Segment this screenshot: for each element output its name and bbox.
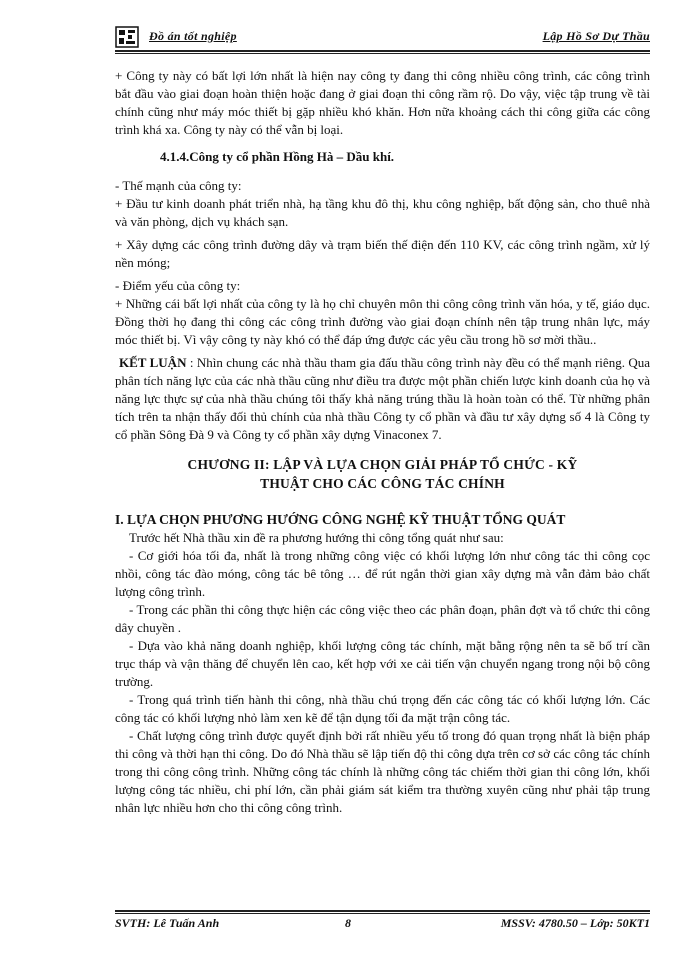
page-body [115,67,650,817]
conclusion-label: KẾT LUẬN [119,355,187,370]
bullet-mechanization: - Cơ giới hóa tối đa, nhất là trong những công việc có khối lượng lớn như công tác thi công cọc nhồi, công tác đào móng, công tác bê tông … để rút ngắn thời gian xây dựng mà vẫn đảm bảo chất lượng công trình. [115,548,650,599]
header-thesis-title: Đồ án tốt nghiệp [149,29,237,43]
footer-author: SVTH: Lê Tuấn Anh [115,916,220,930]
weakness-label: - Điểm yếu của công ty: [115,278,241,293]
chapter-title-line-1: CHƯƠNG II: LẬP VÀ LỰA CHỌN GIẢI PHÁP TỔ CHỨC - KỸ [187,457,578,472]
section-heading: I. LỰA CHỌN PHƯƠNG HƯỚNG CÔNG NGHỆ KỸ THUẬT TỔNG QUÁT [115,512,566,527]
strength-item-2: + Xây dựng các công trình đường dây và trạm biến thế điện đến 110 KV, các công trình ngầm, xử lý nền móng; [115,237,650,270]
chapter-title-line-2: THUẬT CHO CÁC CÔNG TÁC CHÍNH [260,476,505,491]
page-header [115,24,650,50]
header-rule-thin [115,53,650,54]
conclusion-text: : Nhìn chung các nhà thầu tham gia đấu thầu công trình này đều có thể mạnh riêng. Qua phân tích năng lực của các nhà thầu cũng như điều tra được một phần chiến lược kinh doanh của họ và năng lực thực sự của nhà thầu chúng tôi thấy khả năng trúng thầu là hoàn toàn có thể. Từ những phân tích trên ta nhận thấy đối thủ chính của nhà thầu Công ty cổ phần và đầu tư xây dựng số 4 là Công ty cổ phần Sông Đà 9 và Công ty cổ phần xây dựng Vinaconex 7. [115,355,650,442]
section-intro: Trước hết Nhà thầu xin đề ra phương hướng thi công tổng quát như sau: [129,530,504,545]
page-footer [115,916,650,936]
bullet-quality: - Chất lượng công trình được quyết định bởi rất nhiều yếu tố trong đó quan trọng nhất là biện pháp thi công và thời hạn thi công. Do đó Nhà thầu sẽ lập tiến độ thi công dựa trên cơ sở các công tác chính trong thi công công trình. Những công tác chính là những công tác chiếm thời gian thi công lớn, khối lượng công tác nhiều, chi phí lớn, cần phải giám sát kiểm tra thường xuyên cũng như phải tập trung nhân lực nhiều hơn cho thi công công trình. [115,728,650,815]
paragraph-company-weakness: + Công ty này có bất lợi lớn nhất là hiện nay công ty đang thi công nhiều công trình, các công trình bắt đầu vào giai đoạn hoàn thiện hoặc đang ở giai đoạn thi công rầm rộ. Do vậy, việc tập trung về tài chính cũng như máy móc thiết bị gặp nhiều khó khăn. Hơn nữa khoảng cách thi công giữa các công trình khá xa. Công ty này có thể vẫn bị loại. [115,68,650,137]
page-number: 8 [345,916,351,930]
header-rule [115,50,650,52]
footer-rule [115,910,650,912]
header-chapter-title: Lập Hồ Sơ Dự Thầu [542,29,650,43]
strengths-label: - Thế mạnh của công ty: [115,178,242,193]
subheading-hong-ha: 4.1.4.Công ty cổ phần Hồng Hà – Dầu khí. [160,149,395,164]
footer-rule-thin [115,913,650,914]
strength-item-1: + Đầu tư kinh doanh phát triển nhà, hạ tầng khu đô thị, khu công nghiệp, bất động sản, cho thuê nhà và văn phòng, dịch vụ khách sạn. [115,196,650,229]
bullet-equipment: - Dựa vào khả năng doanh nghiệp, khối lượng công tác chính, mặt bằng rộng nên ta sẽ bố trí cần trục tháp và vận thăng để chuyển lên cao, kết hợp với xe cải tiến vận chuyển ngang trong nội bộ công trường. [115,638,650,689]
university-logo-icon [115,26,139,48]
bullet-phases: - Trong các phần thi công thực hiện các công việc theo các phân đoạn, phân đợt và tổ chức thi công dây chuyền . [115,602,650,635]
bullet-priorities: - Trong quá trình tiến hành thi công, nhà thầu chú trọng đến các công tác có khối lượng lớn. Các công tác có khối lượng nhỏ làm xen kẽ để tận dụng tối đa mặt trận công tác. [115,692,650,725]
weakness-item-1: + Những cái bất lợi nhất của công ty là họ chỉ chuyên môn thi công công trình văn hóa, y tế, giáo dục. Đồng thời họ đang thi công các công trình đường vào giai đoạn chính nên tập trung nhân lực, máy móc thiết bị. Vì vậy công ty này khó có thể đáp ứng được các yêu cầu trong hồ sơ mời thầu.. [115,296,650,347]
conclusion-paragraph [115,354,650,444]
footer-student-id: MSSV: 4780.50 – Lớp: 50KT1 [500,916,650,930]
